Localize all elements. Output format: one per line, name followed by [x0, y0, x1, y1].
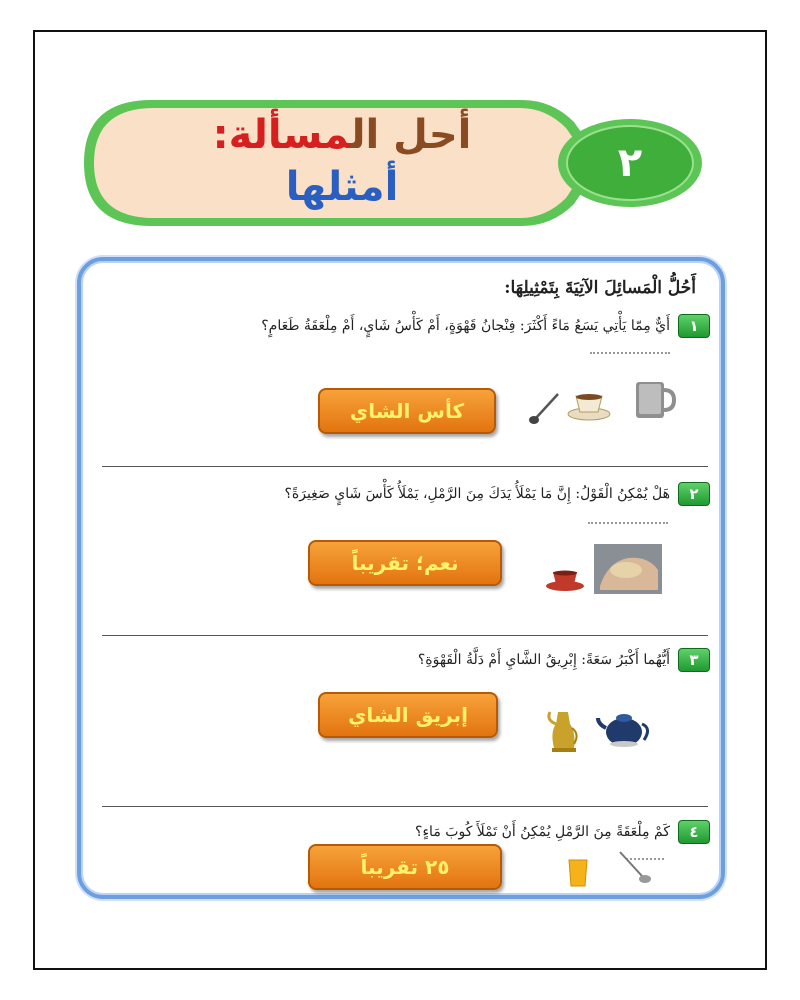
coffee-dallah-icon: [546, 708, 580, 754]
question-2: [284, 482, 710, 506]
question-text: أَيٌّ مِمّا يَأْتِي يَسَعُ مَاءً أَكْثَرَ: فِنْجانُ قَهْوَةٍ، أَمْ كَأْسُ شَايٍ، أَمْ مِلْعَقَةُ طَعَامٍ؟: [261, 318, 670, 334]
divider: [102, 635, 708, 636]
question-text: هَلْ يُمْكِنُ الْقَوْلُ: إِنَّ مَا يَمْلَأُ يَدَكَ مِنَ الرَّمْلِ، يَمْلَأُ كَأْسَ شَايٍ صَغِيرَةً؟: [284, 486, 670, 502]
question-number-badge: ٢: [678, 482, 710, 506]
question-3: [418, 648, 710, 672]
title-part-2: مسألة:: [212, 112, 351, 158]
title-heading: [152, 112, 532, 158]
cup-and-saucer-icon: [566, 388, 612, 422]
spoon-icon: [528, 390, 562, 426]
chapter-number: ٢: [617, 140, 643, 186]
teapot-icon: [596, 706, 652, 748]
question-number-badge: ١: [678, 314, 710, 338]
question-text: أَيُّهُما أَكْبَرُ سَعَةً: إِبْرِيقُ الشَّايِ أَمْ دَلَّةُ الْقَهْوَةِ؟: [417, 652, 670, 668]
answer-box: إبريق الشاي: [318, 692, 498, 738]
answer-dots: [588, 522, 668, 524]
question-number-badge: ٤: [678, 820, 710, 844]
question-4: [415, 820, 710, 844]
title-banner: [82, 98, 702, 228]
answer-box: كأس الشاي: [318, 388, 496, 434]
divider: [102, 806, 708, 807]
answer-box: ٢٥ تقريباً: [308, 844, 502, 890]
title-subheading: أمثلها: [285, 164, 399, 210]
title-part-1: أحل ال: [350, 112, 472, 158]
divider: [102, 466, 708, 467]
sand-spoon-icon: [614, 848, 654, 888]
answer-box: نعم؛ تقريباً: [308, 540, 502, 586]
hand-with-sand-icon: [594, 544, 662, 594]
mug-icon: [632, 378, 676, 422]
tea-cup-icon: [544, 566, 586, 592]
water-glass-icon: [566, 858, 590, 888]
instruction-text: أَحُلُّ الْمَسائِلَ الآتِيَةَ بِتَمْثِيلِهَا:: [504, 278, 696, 298]
answer-dots: [590, 352, 670, 354]
question-text: كَمْ مِلْعَقَةً مِنَ الرَّمْلِ يُمْكِنُ أَنْ تَمْلَأَ كُوبَ مَاءٍ؟: [415, 824, 670, 840]
question-number-badge: ٣: [678, 648, 710, 672]
question-1: [261, 314, 710, 338]
